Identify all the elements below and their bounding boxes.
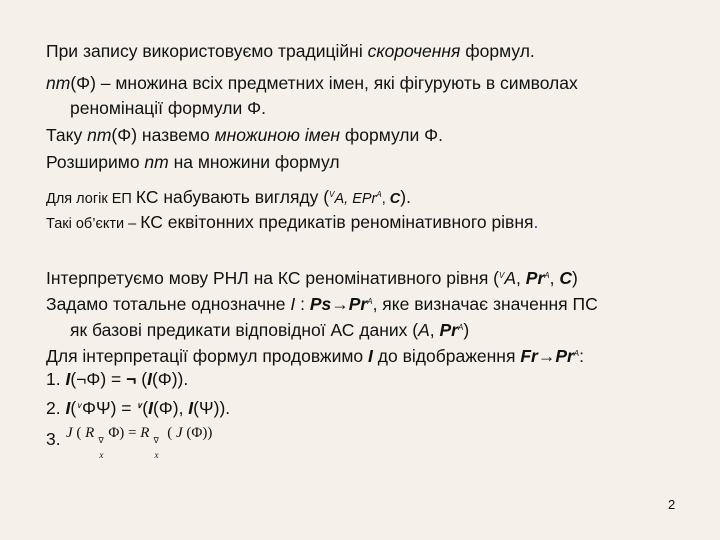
symbol: C <box>389 191 401 207</box>
text: 2. <box>46 398 66 418</box>
page-number: 2 <box>668 497 676 512</box>
symbol: I <box>188 398 194 418</box>
text-line-10 <box>70 317 469 341</box>
text: (Φ) – множина всіх предметних імен, які фігурують в символах <box>70 73 578 93</box>
superscript: ∇ <box>98 436 104 445</box>
symbol: C <box>559 268 572 288</box>
text-line-6 <box>46 184 411 210</box>
text: ( <box>72 425 86 441</box>
subscript: x <box>154 450 159 460</box>
symbol: A <box>418 320 430 340</box>
arrow: → <box>537 346 556 366</box>
text: Задамо тотальне однозначне <box>46 294 291 314</box>
text: (Φ), <box>152 398 189 418</box>
text: до відображення <box>372 346 521 366</box>
text: : <box>295 294 310 314</box>
text: При запису використовуємо традиційні <box>46 41 368 61</box>
symbol: Pr <box>525 268 545 288</box>
text: Для інтерпретації формул продовжимо <box>46 346 369 366</box>
symbol: J <box>66 425 73 441</box>
symbol: nm <box>46 73 71 93</box>
text: , <box>429 320 440 340</box>
text: (¬Φ) = <box>70 369 127 389</box>
superscript: A <box>367 297 373 306</box>
text-line-4 <box>46 124 443 146</box>
text: Такі об’єкти – <box>46 216 141 232</box>
disjunction-symbol: ∨ <box>136 401 143 410</box>
symbol: nm <box>144 152 169 172</box>
text-line-11 <box>46 343 584 367</box>
text-line-12 <box>46 368 188 390</box>
text: 1. <box>46 369 66 389</box>
text: . <box>533 212 539 232</box>
text: Для логік ЕП <box>46 191 136 207</box>
text: ( <box>70 398 77 418</box>
superscript: ∨ <box>76 401 83 410</box>
symbol: I <box>368 346 373 366</box>
text: формули Φ. <box>339 125 443 145</box>
symbol: Pr <box>555 346 574 366</box>
text: (Φ) назвемо <box>111 125 215 145</box>
symbol: A, EPr <box>334 191 377 207</box>
subscript: x <box>99 450 104 460</box>
text: (Φ)). <box>151 369 189 389</box>
text: реномінації формули Φ. <box>70 98 266 118</box>
text: на множини формул <box>168 152 340 172</box>
text: (Φ)) <box>182 425 213 441</box>
text: КС еквітонних предикатів реномінативного рівня <box>140 212 534 232</box>
symbol: J <box>175 425 183 441</box>
text: ). <box>400 187 411 207</box>
text: 3. <box>46 429 61 449</box>
symbol: A <box>504 268 517 288</box>
text: Розширимо <box>46 152 145 172</box>
arrow: → <box>331 294 349 314</box>
text: , <box>381 191 390 207</box>
symbol: R <box>85 425 95 441</box>
symbol: I <box>65 398 71 418</box>
symbol: I <box>65 369 71 389</box>
symbol: I <box>147 369 152 389</box>
superscript: A <box>573 349 580 358</box>
text: ( <box>142 398 149 418</box>
text: Φ) = <box>108 425 141 441</box>
text-line-2 <box>46 72 578 94</box>
emphasis: множиною імен <box>214 125 340 145</box>
text-line-5 <box>46 151 340 173</box>
superscript: ∇ <box>153 436 159 445</box>
symbol: Pr <box>439 320 458 340</box>
text: Інтерпретуємо мову РНЛ на КС реномінативного рівня ( <box>46 268 500 288</box>
text: ( <box>163 425 176 441</box>
text: Таку <box>46 125 88 145</box>
text-line-8 <box>46 265 578 289</box>
text: , <box>549 268 560 288</box>
text: ) <box>463 320 470 340</box>
symbol: Fr <box>520 346 538 366</box>
text: КС набувають вигляду ( <box>135 187 330 207</box>
text-line-9 <box>46 291 598 315</box>
symbol: I <box>290 294 296 314</box>
text: , <box>516 268 526 288</box>
symbol: Pr <box>348 294 368 314</box>
symbol: nm <box>87 125 112 145</box>
text: ( <box>136 369 148 389</box>
negation-symbol: ¬ <box>126 369 137 389</box>
symbol: I <box>148 398 153 418</box>
text-line-1 <box>46 40 535 62</box>
text: як базові предикати відповідної АС даних ( <box>70 320 419 340</box>
text: (Ψ)). <box>193 398 231 418</box>
text-line-14 <box>46 425 213 460</box>
text: ) <box>571 268 578 288</box>
formula-3 <box>66 422 213 460</box>
superscript: A <box>376 190 382 199</box>
text: ΦΨ) = <box>82 398 137 418</box>
superscript: V <box>499 271 505 280</box>
text-line-7 <box>46 211 538 235</box>
superscript: A <box>457 323 464 332</box>
text: , яке визначає значення ПС <box>372 294 598 314</box>
text-line-3 <box>70 97 266 119</box>
superscript: V <box>329 190 335 199</box>
symbol: R <box>140 425 150 441</box>
superscript: A <box>544 271 550 280</box>
text: формул. <box>460 41 535 61</box>
text-line-13 <box>46 395 230 419</box>
text: : <box>579 346 585 366</box>
emphasis: скорочення <box>367 41 461 61</box>
symbol: Ps <box>309 294 332 314</box>
